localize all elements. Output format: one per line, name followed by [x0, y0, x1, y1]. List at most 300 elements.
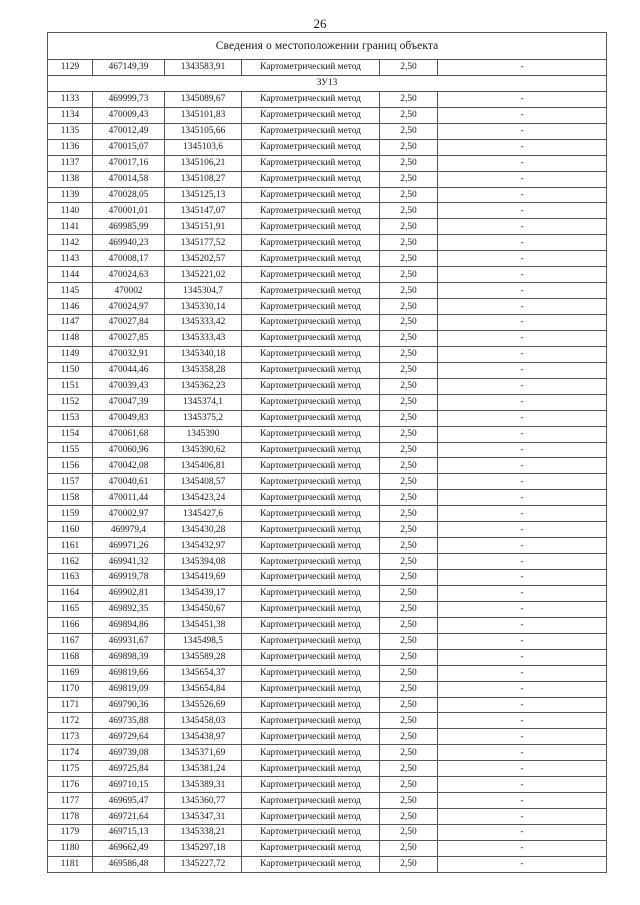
description: -: [438, 713, 607, 729]
point-number: 1168: [48, 649, 93, 665]
point-number: 1154: [48, 426, 93, 442]
table-row: [48, 60, 607, 76]
table-row: [48, 681, 607, 697]
coord-y: 1345362,23: [165, 378, 242, 394]
coord-x: 470012,49: [93, 123, 165, 139]
point-number: 1153: [48, 410, 93, 426]
point-number: 1129: [48, 60, 93, 76]
description: -: [438, 139, 607, 155]
accuracy: 2,50: [380, 522, 438, 538]
section-label: ЗУ13: [48, 75, 607, 91]
table-row: [48, 155, 607, 171]
description: -: [438, 617, 607, 633]
coord-y: 1345147,07: [165, 203, 242, 219]
coord-x: 469819,09: [93, 681, 165, 697]
point-number: 1155: [48, 442, 93, 458]
point-number: 1145: [48, 283, 93, 299]
coord-y: 1345438,97: [165, 729, 242, 745]
coord-y: 1345105,66: [165, 123, 242, 139]
table-row: [48, 809, 607, 825]
method: Картометрический метод: [242, 251, 380, 267]
method: Картометрический метод: [242, 825, 380, 841]
accuracy: 2,50: [380, 330, 438, 346]
method: Картометрический метод: [242, 219, 380, 235]
method: Картометрический метод: [242, 267, 380, 283]
accuracy: 2,50: [380, 617, 438, 633]
coord-x: 469979,4: [93, 522, 165, 538]
table-row: [48, 538, 607, 554]
coord-y: 1343583,91: [165, 60, 242, 76]
accuracy: 2,50: [380, 251, 438, 267]
method: Картометрический метод: [242, 617, 380, 633]
accuracy: 2,50: [380, 538, 438, 554]
method: Картометрический метод: [242, 394, 380, 410]
method: Картометрический метод: [242, 362, 380, 378]
coord-x: 470008,17: [93, 251, 165, 267]
table-row: [48, 410, 607, 426]
description: -: [438, 745, 607, 761]
coord-y: 1345423,24: [165, 490, 242, 506]
coord-y: 1345389,31: [165, 777, 242, 793]
coord-x: 467149,39: [93, 60, 165, 76]
coord-x: 469892,35: [93, 601, 165, 617]
point-number: 1164: [48, 585, 93, 601]
method: Картометрический метод: [242, 585, 380, 601]
coord-x: 470024,63: [93, 267, 165, 283]
point-number: 1147: [48, 315, 93, 331]
table-row: [48, 219, 607, 235]
table-row: [48, 601, 607, 617]
accuracy: 2,50: [380, 840, 438, 856]
point-number: 1141: [48, 219, 93, 235]
description: -: [438, 665, 607, 681]
coord-x: 470039,43: [93, 378, 165, 394]
coord-x: 470032,91: [93, 346, 165, 362]
table-row: [48, 649, 607, 665]
point-number: 1170: [48, 681, 93, 697]
table-row: [48, 490, 607, 506]
coord-y: 1345347,31: [165, 809, 242, 825]
coord-x: 469790,36: [93, 697, 165, 713]
coord-y: 1345089,67: [165, 91, 242, 107]
accuracy: 2,50: [380, 362, 438, 378]
accuracy: 2,50: [380, 155, 438, 171]
accuracy: 2,50: [380, 745, 438, 761]
point-number: 1172: [48, 713, 93, 729]
accuracy: 2,50: [380, 474, 438, 490]
coord-x: 470049,83: [93, 410, 165, 426]
method: Картометрический метод: [242, 554, 380, 570]
point-number: 1178: [48, 809, 93, 825]
table-row: [48, 171, 607, 187]
coord-y: 1345125,13: [165, 187, 242, 203]
method: Картометрический метод: [242, 203, 380, 219]
coord-x: 470042,08: [93, 458, 165, 474]
point-number: 1151: [48, 378, 93, 394]
accuracy: 2,50: [380, 506, 438, 522]
coord-x: 470002,97: [93, 506, 165, 522]
accuracy: 2,50: [380, 139, 438, 155]
accuracy: 2,50: [380, 378, 438, 394]
page-number: 26: [313, 16, 327, 31]
accuracy: 2,50: [380, 601, 438, 617]
accuracy: 2,50: [380, 585, 438, 601]
table-row: [48, 362, 607, 378]
coord-x: 469695,47: [93, 793, 165, 809]
table-row: [48, 633, 607, 649]
description: -: [438, 601, 607, 617]
coord-x: 469819,66: [93, 665, 165, 681]
coord-y: 1345108,27: [165, 171, 242, 187]
method: Картометрический метод: [242, 283, 380, 299]
description: -: [438, 633, 607, 649]
table-row: [48, 840, 607, 856]
accuracy: 2,50: [380, 187, 438, 203]
method: Картометрический метод: [242, 426, 380, 442]
method: Картометрический метод: [242, 346, 380, 362]
description: -: [438, 219, 607, 235]
method: Картометрический метод: [242, 123, 380, 139]
table-row: [48, 777, 607, 793]
table-row: [48, 474, 607, 490]
method: Картометрический метод: [242, 729, 380, 745]
table-row: [48, 251, 607, 267]
coord-x: 469985,99: [93, 219, 165, 235]
accuracy: 2,50: [380, 570, 438, 586]
description: -: [438, 426, 607, 442]
method: Картометрический метод: [242, 649, 380, 665]
description: -: [438, 299, 607, 315]
method: Картометрический метод: [242, 570, 380, 586]
coord-y: 1345221,02: [165, 267, 242, 283]
coord-y: 1345381,24: [165, 761, 242, 777]
accuracy: 2,50: [380, 490, 438, 506]
coord-y: 1345338,21: [165, 825, 242, 841]
point-number: 1163: [48, 570, 93, 586]
method: Картометрический метод: [242, 60, 380, 76]
accuracy: 2,50: [380, 283, 438, 299]
description: -: [438, 123, 607, 139]
description: -: [438, 570, 607, 586]
method: Картометрический метод: [242, 697, 380, 713]
table-row: [48, 506, 607, 522]
coord-y: 1345408,57: [165, 474, 242, 490]
coord-y: 1345451,38: [165, 617, 242, 633]
table-row: [48, 426, 607, 442]
accuracy: 2,50: [380, 346, 438, 362]
coord-y: 1345390: [165, 426, 242, 442]
point-number: 1143: [48, 251, 93, 267]
coord-y: 1345375,2: [165, 410, 242, 426]
point-number: 1138: [48, 171, 93, 187]
point-number: 1133: [48, 91, 93, 107]
coord-y: 1345498,5: [165, 633, 242, 649]
description: -: [438, 490, 607, 506]
coord-x: 469940,23: [93, 235, 165, 251]
coord-x: 469715,13: [93, 825, 165, 841]
table-row: [48, 570, 607, 586]
table-row: [48, 729, 607, 745]
point-number: 1169: [48, 665, 93, 681]
method: Картометрический метод: [242, 299, 380, 315]
coord-y: 1345427,6: [165, 506, 242, 522]
coord-y: 1345371,69: [165, 745, 242, 761]
accuracy: 2,50: [380, 665, 438, 681]
description: -: [438, 474, 607, 490]
point-number: 1137: [48, 155, 93, 171]
point-number: 1165: [48, 601, 93, 617]
method: Картометрический метод: [242, 809, 380, 825]
description: -: [438, 171, 607, 187]
table-row: [48, 107, 607, 123]
coord-x: 469971,26: [93, 538, 165, 554]
point-number: 1156: [48, 458, 93, 474]
point-number: 1150: [48, 362, 93, 378]
coord-x: 470009,43: [93, 107, 165, 123]
coord-y: 1345106,21: [165, 155, 242, 171]
accuracy: 2,50: [380, 91, 438, 107]
accuracy: 2,50: [380, 107, 438, 123]
accuracy: 2,50: [380, 458, 438, 474]
coord-x: 470061,68: [93, 426, 165, 442]
point-number: 1134: [48, 107, 93, 123]
method: Картометрический метод: [242, 681, 380, 697]
method: Картометрический метод: [242, 315, 380, 331]
table-row: [48, 713, 607, 729]
point-number: 1180: [48, 840, 93, 856]
coord-y: 1345419,69: [165, 570, 242, 586]
description: -: [438, 394, 607, 410]
method: Картометрический метод: [242, 155, 380, 171]
description: -: [438, 840, 607, 856]
table-row: [48, 554, 607, 570]
table-row: [48, 123, 607, 139]
description: -: [438, 649, 607, 665]
method: Картометрический метод: [242, 745, 380, 761]
point-number: 1160: [48, 522, 93, 538]
coord-y: 1345103,6: [165, 139, 242, 155]
method: Картометрический метод: [242, 330, 380, 346]
point-number: 1166: [48, 617, 93, 633]
description: -: [438, 506, 607, 522]
method: Картометрический метод: [242, 442, 380, 458]
table-row: [48, 315, 607, 331]
table-row: [48, 522, 607, 538]
accuracy: 2,50: [380, 394, 438, 410]
coord-y: 1345330,14: [165, 299, 242, 315]
description: -: [438, 378, 607, 394]
point-number: 1176: [48, 777, 93, 793]
method: Картометрический метод: [242, 458, 380, 474]
table-row: [48, 346, 607, 362]
method: Картометрический метод: [242, 187, 380, 203]
table-row: [48, 139, 607, 155]
point-number: 1135: [48, 123, 93, 139]
coord-x: 469586,48: [93, 856, 165, 872]
point-number: 1159: [48, 506, 93, 522]
table-row: [48, 394, 607, 410]
table-row: [48, 825, 607, 841]
table-row: [48, 378, 607, 394]
table-row: [48, 856, 607, 872]
coord-y: 1345654,84: [165, 681, 242, 697]
description: -: [438, 346, 607, 362]
table-row: [48, 617, 607, 633]
table-row: [48, 745, 607, 761]
accuracy: 2,50: [380, 267, 438, 283]
point-number: 1171: [48, 697, 93, 713]
method: Картометрический метод: [242, 139, 380, 155]
accuracy: 2,50: [380, 633, 438, 649]
description: -: [438, 856, 607, 872]
table-row: [48, 235, 607, 251]
coord-x: 469735,88: [93, 713, 165, 729]
coord-y: 1345394,08: [165, 554, 242, 570]
accuracy: 2,50: [380, 410, 438, 426]
point-number: 1179: [48, 825, 93, 841]
coord-x: 470047,39: [93, 394, 165, 410]
coord-y: 1345430,28: [165, 522, 242, 538]
accuracy: 2,50: [380, 649, 438, 665]
description: -: [438, 203, 607, 219]
coord-y: 1345450,67: [165, 601, 242, 617]
point-number: 1161: [48, 538, 93, 554]
coord-x: 469725,84: [93, 761, 165, 777]
method: Картометрический метод: [242, 522, 380, 538]
coord-y: 1345390,62: [165, 442, 242, 458]
point-number: 1162: [48, 554, 93, 570]
coord-y: 1345333,43: [165, 330, 242, 346]
coord-x: 469721,64: [93, 809, 165, 825]
boundary-coordinates-table: [47, 32, 607, 873]
table-row: [48, 793, 607, 809]
table-row: [48, 458, 607, 474]
description: -: [438, 458, 607, 474]
method: Картометрический метод: [242, 777, 380, 793]
coord-x: 469662,49: [93, 840, 165, 856]
accuracy: 2,50: [380, 713, 438, 729]
accuracy: 2,50: [380, 426, 438, 442]
description: -: [438, 538, 607, 554]
description: -: [438, 777, 607, 793]
description: -: [438, 442, 607, 458]
coord-x: 470028,05: [93, 187, 165, 203]
coord-x: 470044,46: [93, 362, 165, 378]
coord-y: 1345177,52: [165, 235, 242, 251]
point-number: 1158: [48, 490, 93, 506]
point-number: 1136: [48, 139, 93, 155]
accuracy: 2,50: [380, 729, 438, 745]
accuracy: 2,50: [380, 825, 438, 841]
method: Картометрический метод: [242, 171, 380, 187]
table-row: [48, 330, 607, 346]
coord-y: 1345589,28: [165, 649, 242, 665]
description: -: [438, 362, 607, 378]
coord-x: 469919,78: [93, 570, 165, 586]
table-row: [48, 697, 607, 713]
coord-y: 1345439,17: [165, 585, 242, 601]
description: -: [438, 315, 607, 331]
coord-y: 1345340,18: [165, 346, 242, 362]
table-row: [48, 267, 607, 283]
table-row: [48, 187, 607, 203]
coord-x: 470024,97: [93, 299, 165, 315]
coord-x: 469739,08: [93, 745, 165, 761]
description: -: [438, 825, 607, 841]
coord-y: 1345526,69: [165, 697, 242, 713]
method: Картометрический метод: [242, 761, 380, 777]
coord-y: 1345151,91: [165, 219, 242, 235]
point-number: 1152: [48, 394, 93, 410]
method: Картометрический метод: [242, 840, 380, 856]
table-title: Сведения о местоположении границ объекта: [48, 33, 607, 60]
coord-x: 470011,44: [93, 490, 165, 506]
coord-x: 470027,84: [93, 315, 165, 331]
method: Картометрический метод: [242, 410, 380, 426]
coord-x: 469902,81: [93, 585, 165, 601]
coord-y: 1345406,81: [165, 458, 242, 474]
coord-y: 1345202,57: [165, 251, 242, 267]
description: -: [438, 91, 607, 107]
point-number: 1140: [48, 203, 93, 219]
accuracy: 2,50: [380, 299, 438, 315]
table-row: [48, 442, 607, 458]
table-row: [48, 665, 607, 681]
description: -: [438, 60, 607, 76]
coord-x: 470001,01: [93, 203, 165, 219]
coord-y: 1345374,1: [165, 394, 242, 410]
accuracy: 2,50: [380, 442, 438, 458]
table-row: [48, 761, 607, 777]
description: -: [438, 330, 607, 346]
coord-y: 1345458,03: [165, 713, 242, 729]
table-row: [48, 283, 607, 299]
table-row: [48, 585, 607, 601]
accuracy: 2,50: [380, 219, 438, 235]
description: -: [438, 187, 607, 203]
method: Картометрический метод: [242, 713, 380, 729]
coord-x: 469931,67: [93, 633, 165, 649]
coord-x: 470002: [93, 283, 165, 299]
method: Картометрический метод: [242, 107, 380, 123]
point-number: 1148: [48, 330, 93, 346]
method: Картометрический метод: [242, 665, 380, 681]
accuracy: 2,50: [380, 793, 438, 809]
description: -: [438, 809, 607, 825]
method: Картометрический метод: [242, 91, 380, 107]
coord-y: 1345227,72: [165, 856, 242, 872]
point-number: 1175: [48, 761, 93, 777]
method: Картометрический метод: [242, 793, 380, 809]
accuracy: 2,50: [380, 315, 438, 331]
description: -: [438, 554, 607, 570]
coord-x: 469894,86: [93, 617, 165, 633]
point-number: 1173: [48, 729, 93, 745]
method: Картометрический метод: [242, 235, 380, 251]
description: -: [438, 681, 607, 697]
accuracy: 2,50: [380, 777, 438, 793]
coord-x: 469898,39: [93, 649, 165, 665]
point-number: 1177: [48, 793, 93, 809]
coord-y: 1345432,97: [165, 538, 242, 554]
table-title-row: [48, 33, 607, 60]
point-number: 1142: [48, 235, 93, 251]
coord-y: 1345333,42: [165, 315, 242, 331]
method: Картометрический метод: [242, 538, 380, 554]
accuracy: 2,50: [380, 123, 438, 139]
method: Картометрический метод: [242, 633, 380, 649]
coord-y: 1345654,37: [165, 665, 242, 681]
